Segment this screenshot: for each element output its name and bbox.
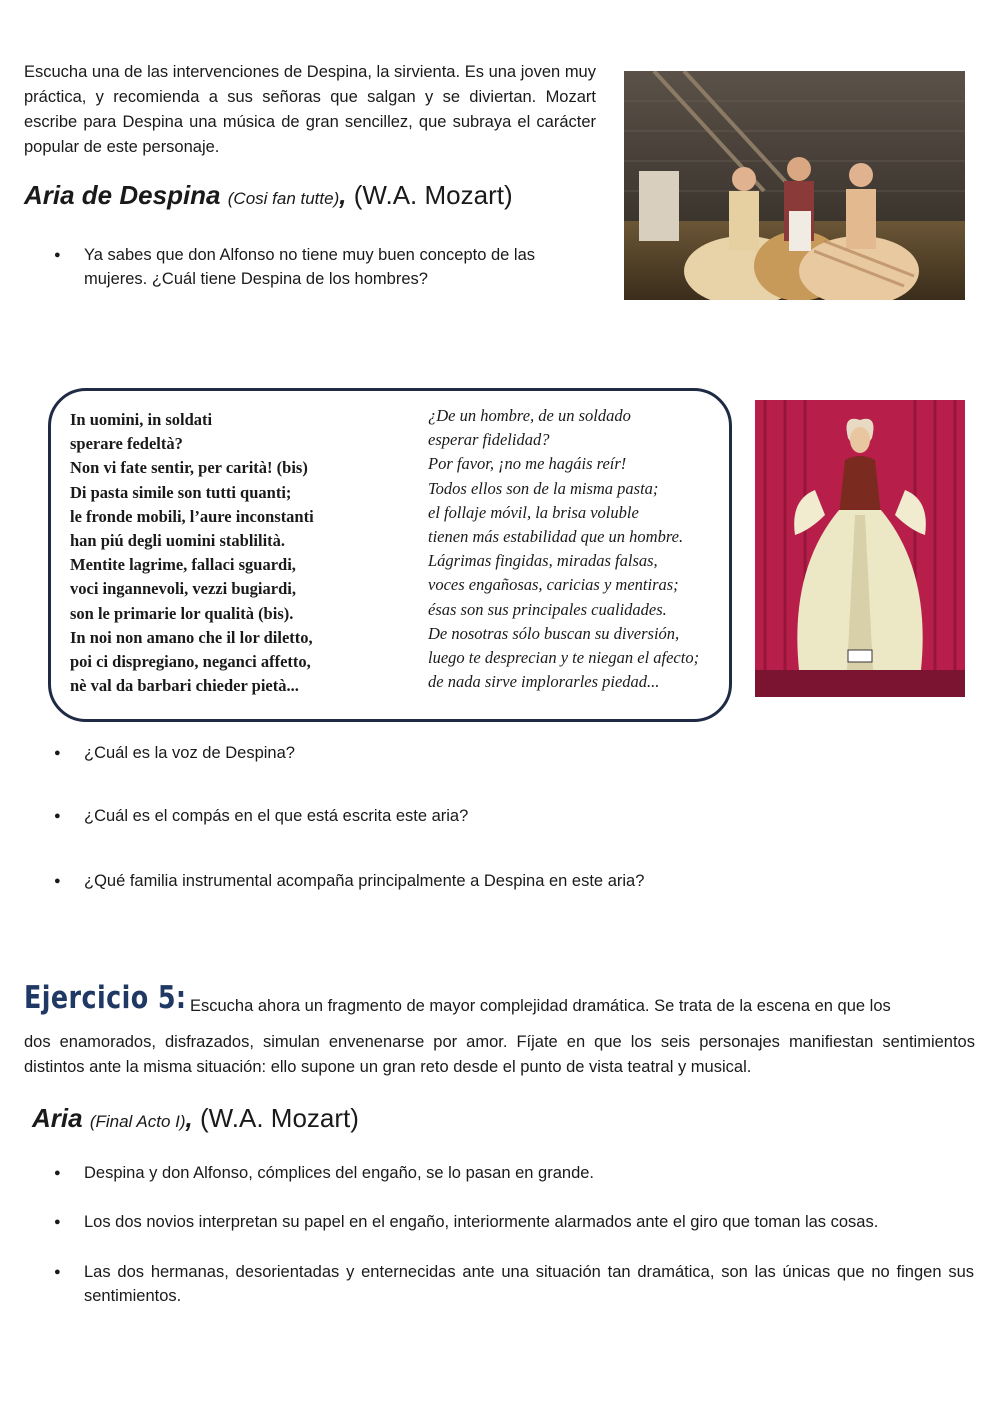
lyrics-italian xyxy=(70,408,314,698)
aria-subtitle: (Cosi fan tutte) xyxy=(227,189,340,208)
question-voice: ● ¿Cuál es la voz de Despina? xyxy=(84,741,964,765)
lyric-line: de nada sirve implorarles piedad... xyxy=(428,672,660,692)
lyric-line: han piú degli uomini stablilità. xyxy=(70,531,286,551)
lyric-line: Por favor, ¡no me hagáis reír! xyxy=(428,454,627,474)
lyric-line: Non vi fate sentir, per carità! (bis) xyxy=(70,458,308,478)
intro-paragraph: Escucha una de las intervenciones de Despina, la sirvienta. Es una joven muy práctica, y recomienda a sus señoras que salgan y se diviertan. Mozart escribe para Despina una música de gran sencillez, que subraya el carácter popular de este personaje. xyxy=(24,63,596,156)
lyric-line: luego te desprecian y te niegan el afecto; xyxy=(428,648,700,668)
statement-despina-alfonso: ● Despina y don Alfonso, cómplices del engaño, se lo pasan en grande. xyxy=(84,1161,974,1185)
question-despina-men: ● Ya sabes que don Alfonso no tiene muy buen concepto de las mujeres. ¿Cuál tiene Despina de los hombres? xyxy=(84,243,596,291)
lyrics-spanish xyxy=(428,404,699,694)
lyric-line: De nosotras sólo buscan su diversión, xyxy=(428,623,680,643)
lyric-line: tienen más estabilidad que un hombre. xyxy=(428,527,684,547)
exercise-5-title: Ejercicio 5: xyxy=(24,980,187,1016)
lyric-line: Mentite lagrime, fallaci sguardi, xyxy=(70,555,296,575)
exercise-5-text: dos enamorados, disfrazados, simulan envenenarse por amor. Fíjate en que los seis personajes manifiestan sentimientos distintos ante la misma situación: ello supone un gran reto desde el punto de vista teatral y musical. xyxy=(24,1033,975,1076)
exercise-5-text-first-line: Escucha ahora un fragmento de mayor complejidad dramática. Se trata de la escena en que los xyxy=(190,997,891,1015)
lyric-line: le fronde mobili, l’aure inconstanti xyxy=(70,506,314,526)
lyric-line: sperare fedeltà? xyxy=(70,434,183,454)
lyric-line: Di pasta simile son tutti quanti; xyxy=(70,482,292,502)
stage-photo xyxy=(624,71,965,300)
lyric-line: In noi non amano che il lor diletto, xyxy=(70,627,313,647)
lyric-line: Todos ellos son de la misma pasta; xyxy=(428,478,659,498)
lyric-line: Lágrimas fingidas, miradas falsas, xyxy=(428,551,658,571)
lyric-line: ¿De un hombre, de un soldado xyxy=(428,406,631,425)
aria-composer: (W.A. Mozart) xyxy=(346,180,513,210)
aria2-subtitle: (Final Acto I) xyxy=(89,1112,186,1131)
aria-final-heading: Aria (Final Acto I), (W.A. Mozart) xyxy=(32,1103,359,1133)
lyric-line: ésas son sus principales cualidades. xyxy=(428,599,667,619)
costume-illustration xyxy=(755,400,965,697)
lyric-line: son le primarie lor qualità (bis). xyxy=(70,603,294,623)
question-meter: ● ¿Cuál es el compás en el que está escrita este aria? xyxy=(84,804,964,828)
lyric-line: voces engañosas, caricias y mentiras; xyxy=(428,575,679,595)
statement-hermanas: ● Las dos hermanas, desorientadas y enternecidas ante una situación tan dramática, son las únicas que no fingen sus sentimientos. xyxy=(84,1260,974,1308)
lyric-line: voci ingannevoli, vezzi bugiardi, xyxy=(70,579,296,599)
aria-despina-heading: Aria de Despina (Cosi fan tutte), (W.A. Mozart) xyxy=(24,180,513,210)
statement-novios: ● Los dos novios interpretan su papel en el engaño, interiormente alarmados ante el giro que toman las cosas. xyxy=(84,1210,974,1234)
aria2-composer: (W.A. Mozart) xyxy=(192,1103,359,1133)
lyric-line: poi ci dispregiano, neganci affetto, xyxy=(70,652,311,672)
lyric-line: el follaje móvil, la brisa voluble xyxy=(428,502,639,522)
lyric-line: esperar fidelidad? xyxy=(428,430,550,450)
aria2-title: Aria xyxy=(32,1103,83,1133)
lyric-line: In uomini, in soldati xyxy=(70,410,213,429)
question-instrument-family: ● ¿Qué familia instrumental acompaña principalmente a Despina en este aria? xyxy=(84,869,964,893)
aria-title: Aria de Despina xyxy=(24,180,221,210)
lyric-line: nè val da barbari chieder pietà... xyxy=(70,676,299,696)
